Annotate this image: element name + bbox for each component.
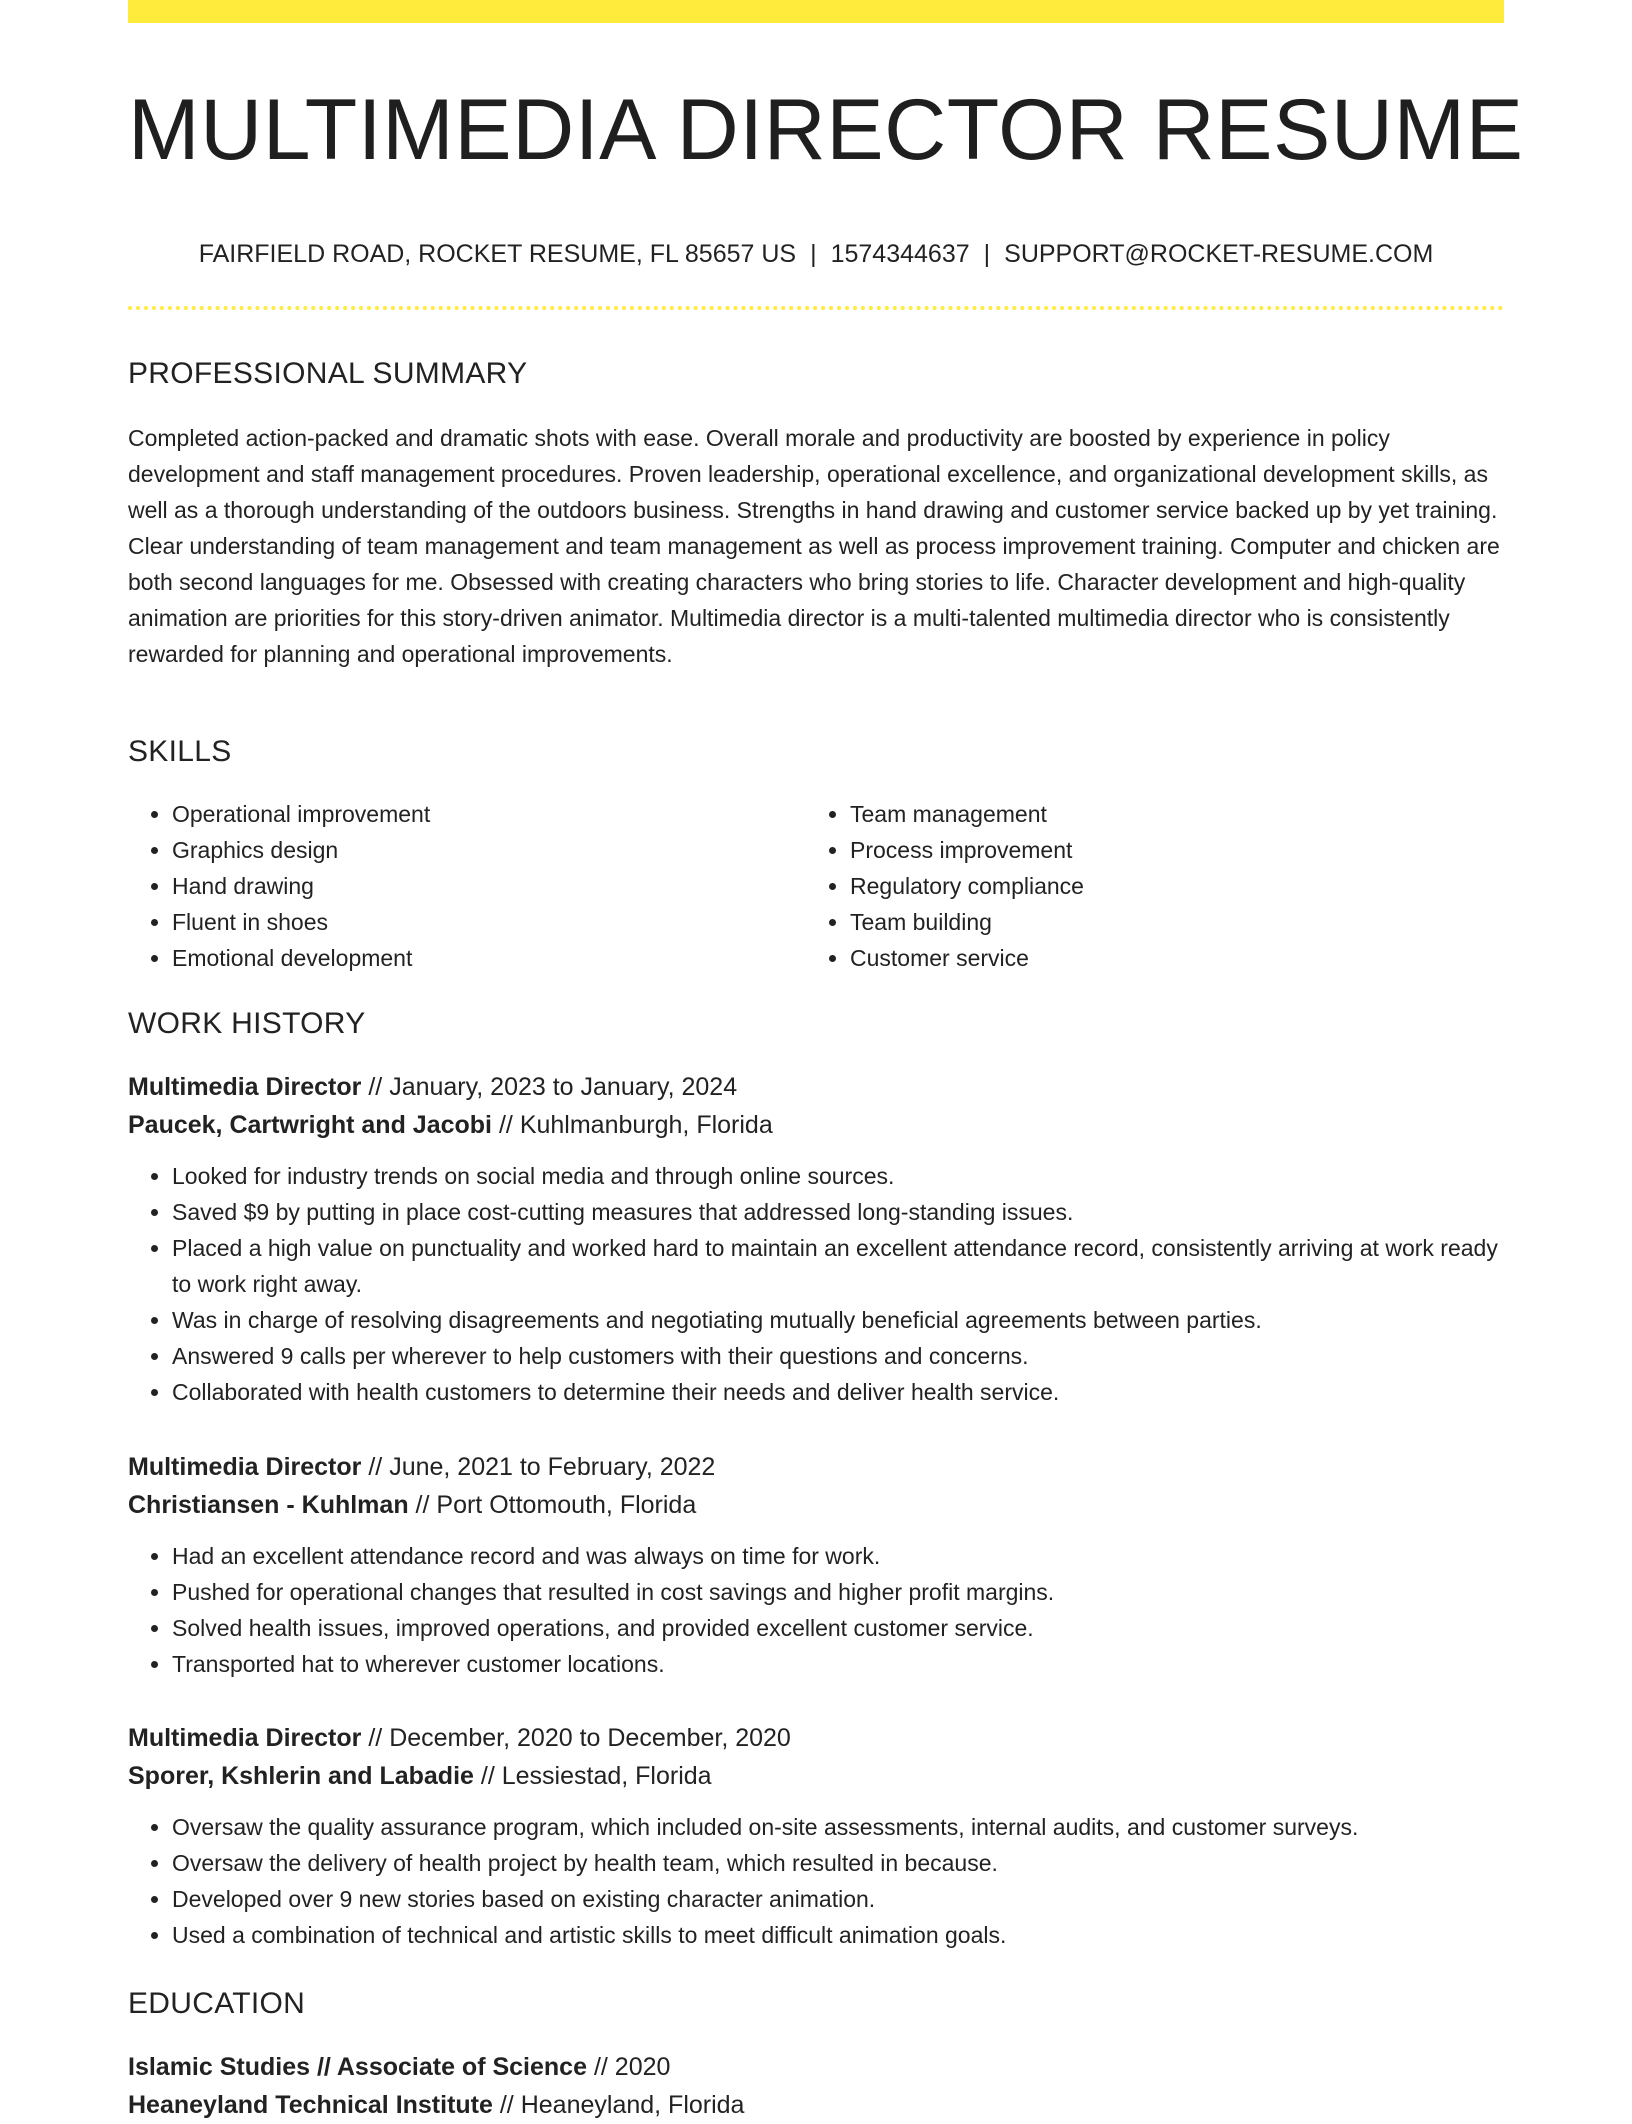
delimiter: //	[368, 1073, 383, 1101]
job-bullet: • Solved health issues, improved operations, and provided excellent customer service.	[172, 1610, 1504, 1646]
skill-item: • Customer service	[850, 940, 1466, 976]
job-title-line	[128, 1719, 1504, 1757]
job-title-line	[128, 1068, 1504, 1106]
skill-item: • Emotional development	[172, 940, 788, 976]
job-bullet: • Developed over 9 new stories based on existing character animation.	[172, 1881, 1504, 1917]
job-location: Kuhlmanburgh, Florida	[519, 1111, 773, 1139]
accent-top-bar	[128, 0, 1504, 23]
job-bullet: • Saved $9 by putting in place cost-cutting measures that addressed long-standing issues.	[172, 1194, 1504, 1230]
summary-text: Completed action-packed and dramatic shots with ease. Overall morale and productivity are boosted by experience in policy development and staff management procedures. Proven leadership, operational excellence, and organizational development skills, as well as a thorough understanding of the outdoors business. Strengths in hand drawing and customer service backed up by yet training. Clear understanding of team management and team management as well as process improvement training. Computer and chicken are both second languages for me. Obsessed with creating characters who bring stories to life. Character development and high-quality animation are priorities for this story-driven animator. Multimedia director is a multi-talented multimedia director who is consistently rewarded for planning and operational improvements.	[128, 425, 1500, 667]
job-title: Multimedia Director	[128, 1724, 362, 1752]
delimiter: //	[368, 1724, 383, 1752]
contact-separator: |	[810, 240, 817, 268]
skill-item: • Operational improvement	[172, 796, 788, 832]
education-school: Heaneyland Technical Institute	[128, 2091, 493, 2119]
contact-email: SUPPORT@ROCKET-RESUME.COM	[1004, 240, 1434, 268]
job-title: Multimedia Director	[128, 1453, 362, 1481]
contact-phone: 1574344637	[830, 240, 970, 268]
work-history-heading: WORK HISTORY	[128, 1007, 366, 1040]
delimiter: //	[480, 1762, 495, 1790]
job-entry	[128, 1068, 1504, 1410]
education-school-line	[128, 2086, 1504, 2124]
delimiter: //	[593, 2053, 608, 2081]
education-degree-line	[128, 2048, 1504, 2086]
skill-item: • Process improvement	[850, 832, 1466, 868]
skill-item: • Regulatory compliance	[850, 868, 1466, 904]
skill-item: • Graphics design	[172, 832, 788, 868]
job-location: Lessiestad, Florida	[501, 1762, 712, 1790]
skill-item: • Team management	[850, 796, 1466, 832]
job-dates: December, 2020 to December, 2020	[389, 1724, 791, 1752]
delimiter: //	[415, 1491, 430, 1519]
delimiter: //	[368, 1453, 383, 1481]
job-bullet: • Placed a high value on punctuality and worked hard to maintain an excellent attendance record, consistently arriving at work ready to work right away.	[172, 1230, 1504, 1302]
education-location: Heaneyland, Florida	[520, 2091, 745, 2119]
job-bullet: • Oversaw the quality assurance program, which included on-site assessments, internal audits, and customer surveys.	[172, 1809, 1504, 1845]
education-heading: EDUCATION	[128, 1987, 306, 2020]
job-bullet: • Used a combination of technical and artistic skills to meet difficult animation goals.	[172, 1917, 1504, 1953]
education-entry	[128, 2048, 1504, 2124]
job-bullet: • Answered 9 calls per wherever to help customers with their questions and concerns.	[172, 1338, 1504, 1374]
skills-column-left	[128, 796, 788, 976]
delimiter: //	[499, 2091, 514, 2119]
page-title: MULTIMEDIA DIRECTOR RESUME	[128, 82, 1524, 178]
job-title: Multimedia Director	[128, 1073, 362, 1101]
job-dates: June, 2021 to February, 2022	[389, 1453, 716, 1481]
education-year: 2020	[614, 2053, 671, 2081]
job-company-line	[128, 1106, 1504, 1144]
job-company: Sporer, Kshlerin and Labadie	[128, 1762, 474, 1790]
job-bullet: • Looked for industry trends on social media and through online sources.	[172, 1158, 1504, 1194]
job-bullet: • Was in charge of resolving disagreements and negotiating mutually beneficial agreements between parties.	[172, 1302, 1504, 1338]
delimiter: //	[498, 1111, 513, 1139]
skill-item: • Fluent in shoes	[172, 904, 788, 940]
job-bullet: • Had an excellent attendance record and was always on time for work.	[172, 1538, 1504, 1574]
job-entry	[128, 1719, 1504, 1953]
dotted-divider	[128, 306, 1504, 310]
contact-line	[128, 238, 1504, 270]
skill-item: • Team building	[850, 904, 1466, 940]
job-bullet: • Pushed for operational changes that resulted in cost savings and higher profit margins.	[172, 1574, 1504, 1610]
job-entry	[128, 1448, 1504, 1682]
job-location: Port Ottomouth, Florida	[436, 1491, 697, 1519]
job-company: Paucek, Cartwright and Jacobi	[128, 1111, 492, 1139]
job-bullet: • Transported hat to wherever customer locations.	[172, 1646, 1504, 1682]
job-bullet: • Oversaw the delivery of health project by health team, which resulted in because.	[172, 1845, 1504, 1881]
job-company-line	[128, 1486, 1504, 1524]
contact-address: FAIRFIELD ROAD, ROCKET RESUME, FL 85657 US	[198, 240, 797, 268]
job-company-line	[128, 1757, 1504, 1795]
job-company: Christiansen - Kuhlman	[128, 1491, 409, 1519]
contact-separator: |	[983, 240, 991, 268]
skills-heading: SKILLS	[128, 735, 232, 768]
skill-item: • Hand drawing	[172, 868, 788, 904]
job-dates: January, 2023 to January, 2024	[389, 1073, 738, 1101]
summary-heading: PROFESSIONAL SUMMARY	[128, 357, 528, 390]
skills-column-right	[806, 796, 1466, 976]
job-bullet: • Collaborated with health customers to determine their needs and deliver health service.	[172, 1374, 1504, 1410]
education-degree: Islamic Studies // Associate of Science	[128, 2053, 587, 2081]
job-title-line	[128, 1448, 1504, 1486]
